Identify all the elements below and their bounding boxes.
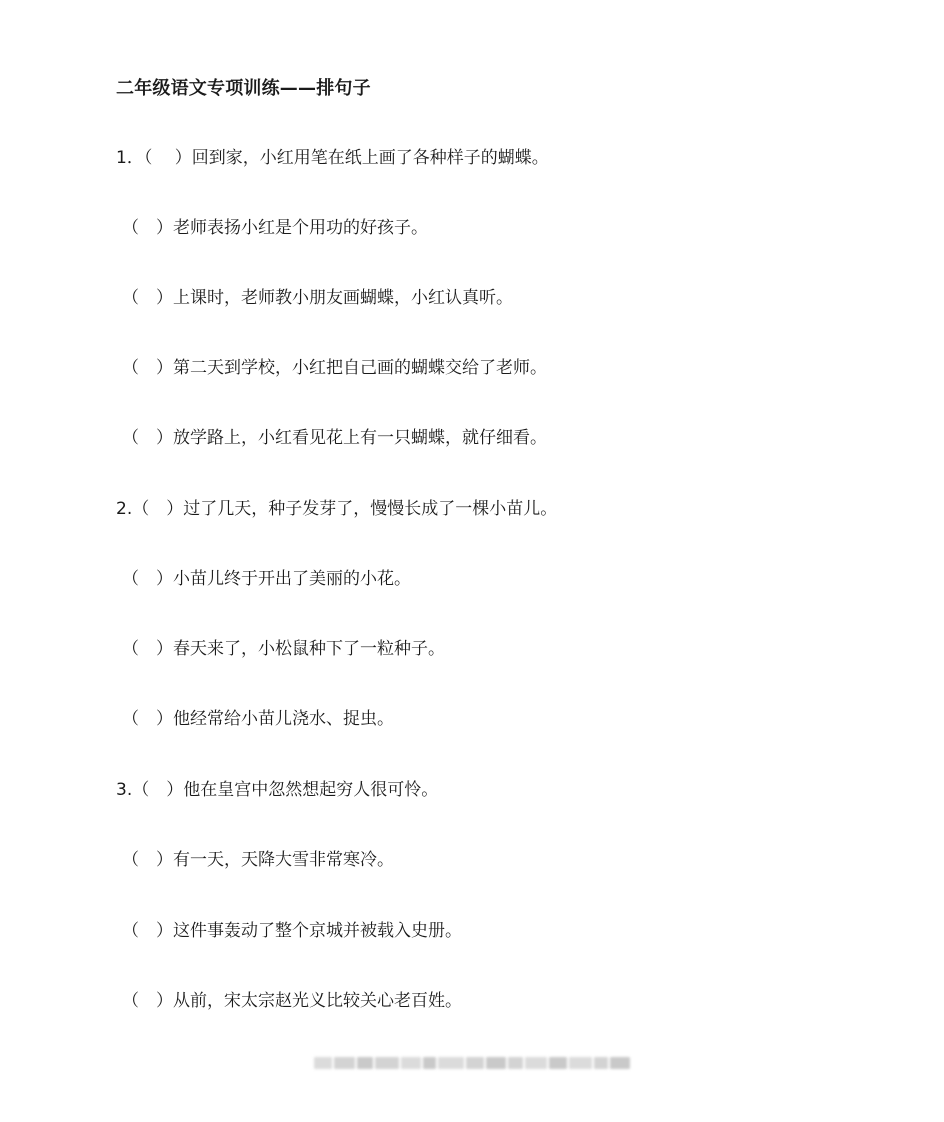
page-title: 二年级语文专项训练——排句子: [116, 78, 371, 99]
question-1-line-2: （ ）老师表扬小红是个用功的好孩子。: [122, 218, 428, 238]
question-3-line-2: （ ）有一天，天降大雪非常寒冷。: [122, 850, 394, 870]
question-2-line-1: 2.（ ）过了几天，种子发芽了，慢慢长成了一棵小苗儿。: [116, 499, 558, 519]
question-1-line-5: （ ）放学路上，小红看见花上有一只蝴蝶，就仔细看。: [122, 428, 547, 448]
blurred-footer-text: [314, 1054, 630, 1072]
question-2-line-2: （ ）小苗儿终于开出了美丽的小花。: [122, 569, 411, 589]
question-3-line-4: （ ）从前，宋太宗赵光义比较关心老百姓。: [122, 991, 462, 1011]
question-1-line-1: 1．（ ）回到家，小红用笔在纸上画了各种样子的蝴蝶。: [116, 148, 549, 168]
question-2-line-3: （ ）春天来了，小松鼠种下了一粒种子。: [122, 639, 445, 659]
question-1-line-3: （ ）上课时，老师教小朋友画蝴蝶，小红认真听。: [122, 288, 513, 308]
question-1-line-4: （ ）第二天到学校，小红把自己画的蝴蝶交给了老师。: [122, 358, 547, 378]
question-2-line-4: （ ）他经常给小苗儿浇水、捉虫。: [122, 709, 394, 729]
question-3-line-3: （ ）这件事轰动了整个京城并被载入史册。: [122, 921, 462, 941]
question-3-line-1: 3.（ ）他在皇宫中忽然想起穷人很可怜。: [116, 780, 439, 800]
